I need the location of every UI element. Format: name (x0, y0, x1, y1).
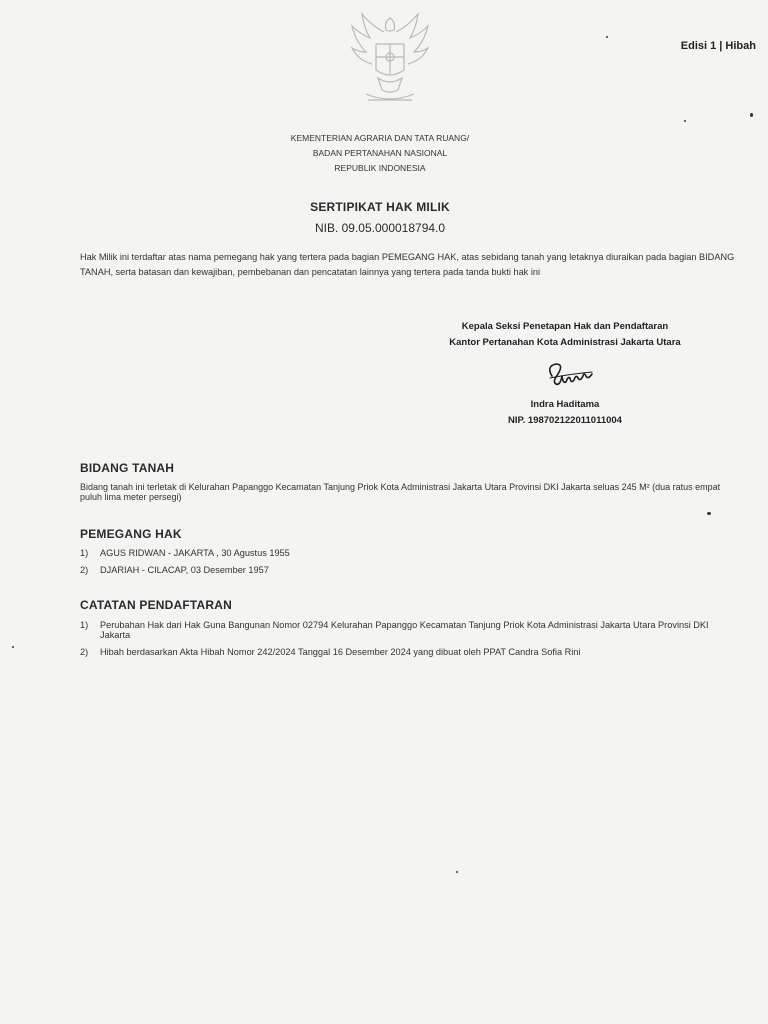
official-nip: NIP. 198702122011011004 (508, 415, 622, 426)
intro-paragraph: Hak Milik ini terdaftar atas nama pemegang hak yang tertera pada bagian PEMEGANG HAK, atas sebidang tanah yang letaknya diuraikan pada bagian BIDANG TANAH, serta batasan dan kewajiban, pembebanan dan pencatatan lainnya yang tertera pada tanda bukti hak ini (80, 252, 735, 277)
catatan-pendaftaran-heading: CATATAN PENDAFTARAN (80, 598, 233, 612)
list-item-number: 1) (80, 620, 89, 630)
list-item (80, 548, 740, 558)
bidang-tanah-heading: BIDANG TANAH (80, 461, 175, 475)
official-name: Indra Haditama (530, 399, 600, 410)
catatan-pendaftaran-list (80, 620, 740, 664)
list-item-text: AGUS RIDWAN - JAKARTA , 30 Agustus 1955 (100, 548, 290, 558)
scan-speck (707, 512, 711, 515)
list-item (80, 620, 740, 640)
garuda-emblem-icon (338, 8, 442, 112)
scan-speck (456, 871, 458, 873)
certificate-nib: NIB. 09.05.000018794.0 (314, 221, 446, 235)
list-item-text: Hibah berdasarkan Akta Hibah Nomor 242/2024 Tanggal 16 Desember 2024 yang dibuat oleh PPAT Candra Sofia Rini (100, 647, 581, 657)
bidang-tanah-text: Bidang tanah ini terletak di Kelurahan Papanggo Kecamatan Tanjung Priok Kota Administrasi Jakarta Utara Provinsi DKI Jakarta seluas 245 M² (dua ratus empat puluh lima meter persegi) (80, 482, 721, 502)
pemegang-hak-list (80, 548, 740, 582)
official-position (400, 319, 730, 351)
list-item-number: 2) (80, 565, 89, 575)
official-position-title: Kepala Seksi Penetapan Hak dan Pendaftaran (461, 321, 669, 332)
issuer-country: REPUBLIK INDONESIA (334, 163, 426, 173)
issuer-block (230, 131, 530, 176)
scan-speck (750, 113, 753, 117)
scan-speck (606, 36, 608, 38)
scan-speck (12, 646, 14, 648)
list-item-number: 1) (80, 548, 89, 558)
list-item-text: Perubahan Hak dari Hak Guna Bangunan Nomor 02794 Kelurahan Papanggo Kecamatan Tanjung Priok Kota Administrasi Jakarta Utara Provinsi DKI Jakarta (100, 620, 709, 640)
list-item-text: DJARIAH - CILACAP, 03 Desember 1957 (100, 565, 269, 575)
pemegang-hak-heading: PEMEGANG HAK (80, 527, 182, 541)
list-item-number: 2) (80, 647, 89, 657)
edition-label: Edisi 1 | Hibah (680, 40, 756, 52)
issuer-agency: BADAN PERTANAHAN NASIONAL (312, 148, 448, 158)
list-item (80, 647, 740, 657)
list-item (80, 565, 740, 575)
issuer-ministry: KEMENTERIAN AGRARIA DAN TATA RUANG/ (290, 133, 470, 143)
scan-speck (684, 120, 686, 122)
official-signatory (400, 397, 730, 429)
official-office: Kantor Pertanahan Kota Administrasi Jakarta Utara (449, 337, 681, 348)
certificate-title: SERTIPIKAT HAK MILIK (310, 200, 450, 214)
signature-icon (540, 358, 600, 392)
